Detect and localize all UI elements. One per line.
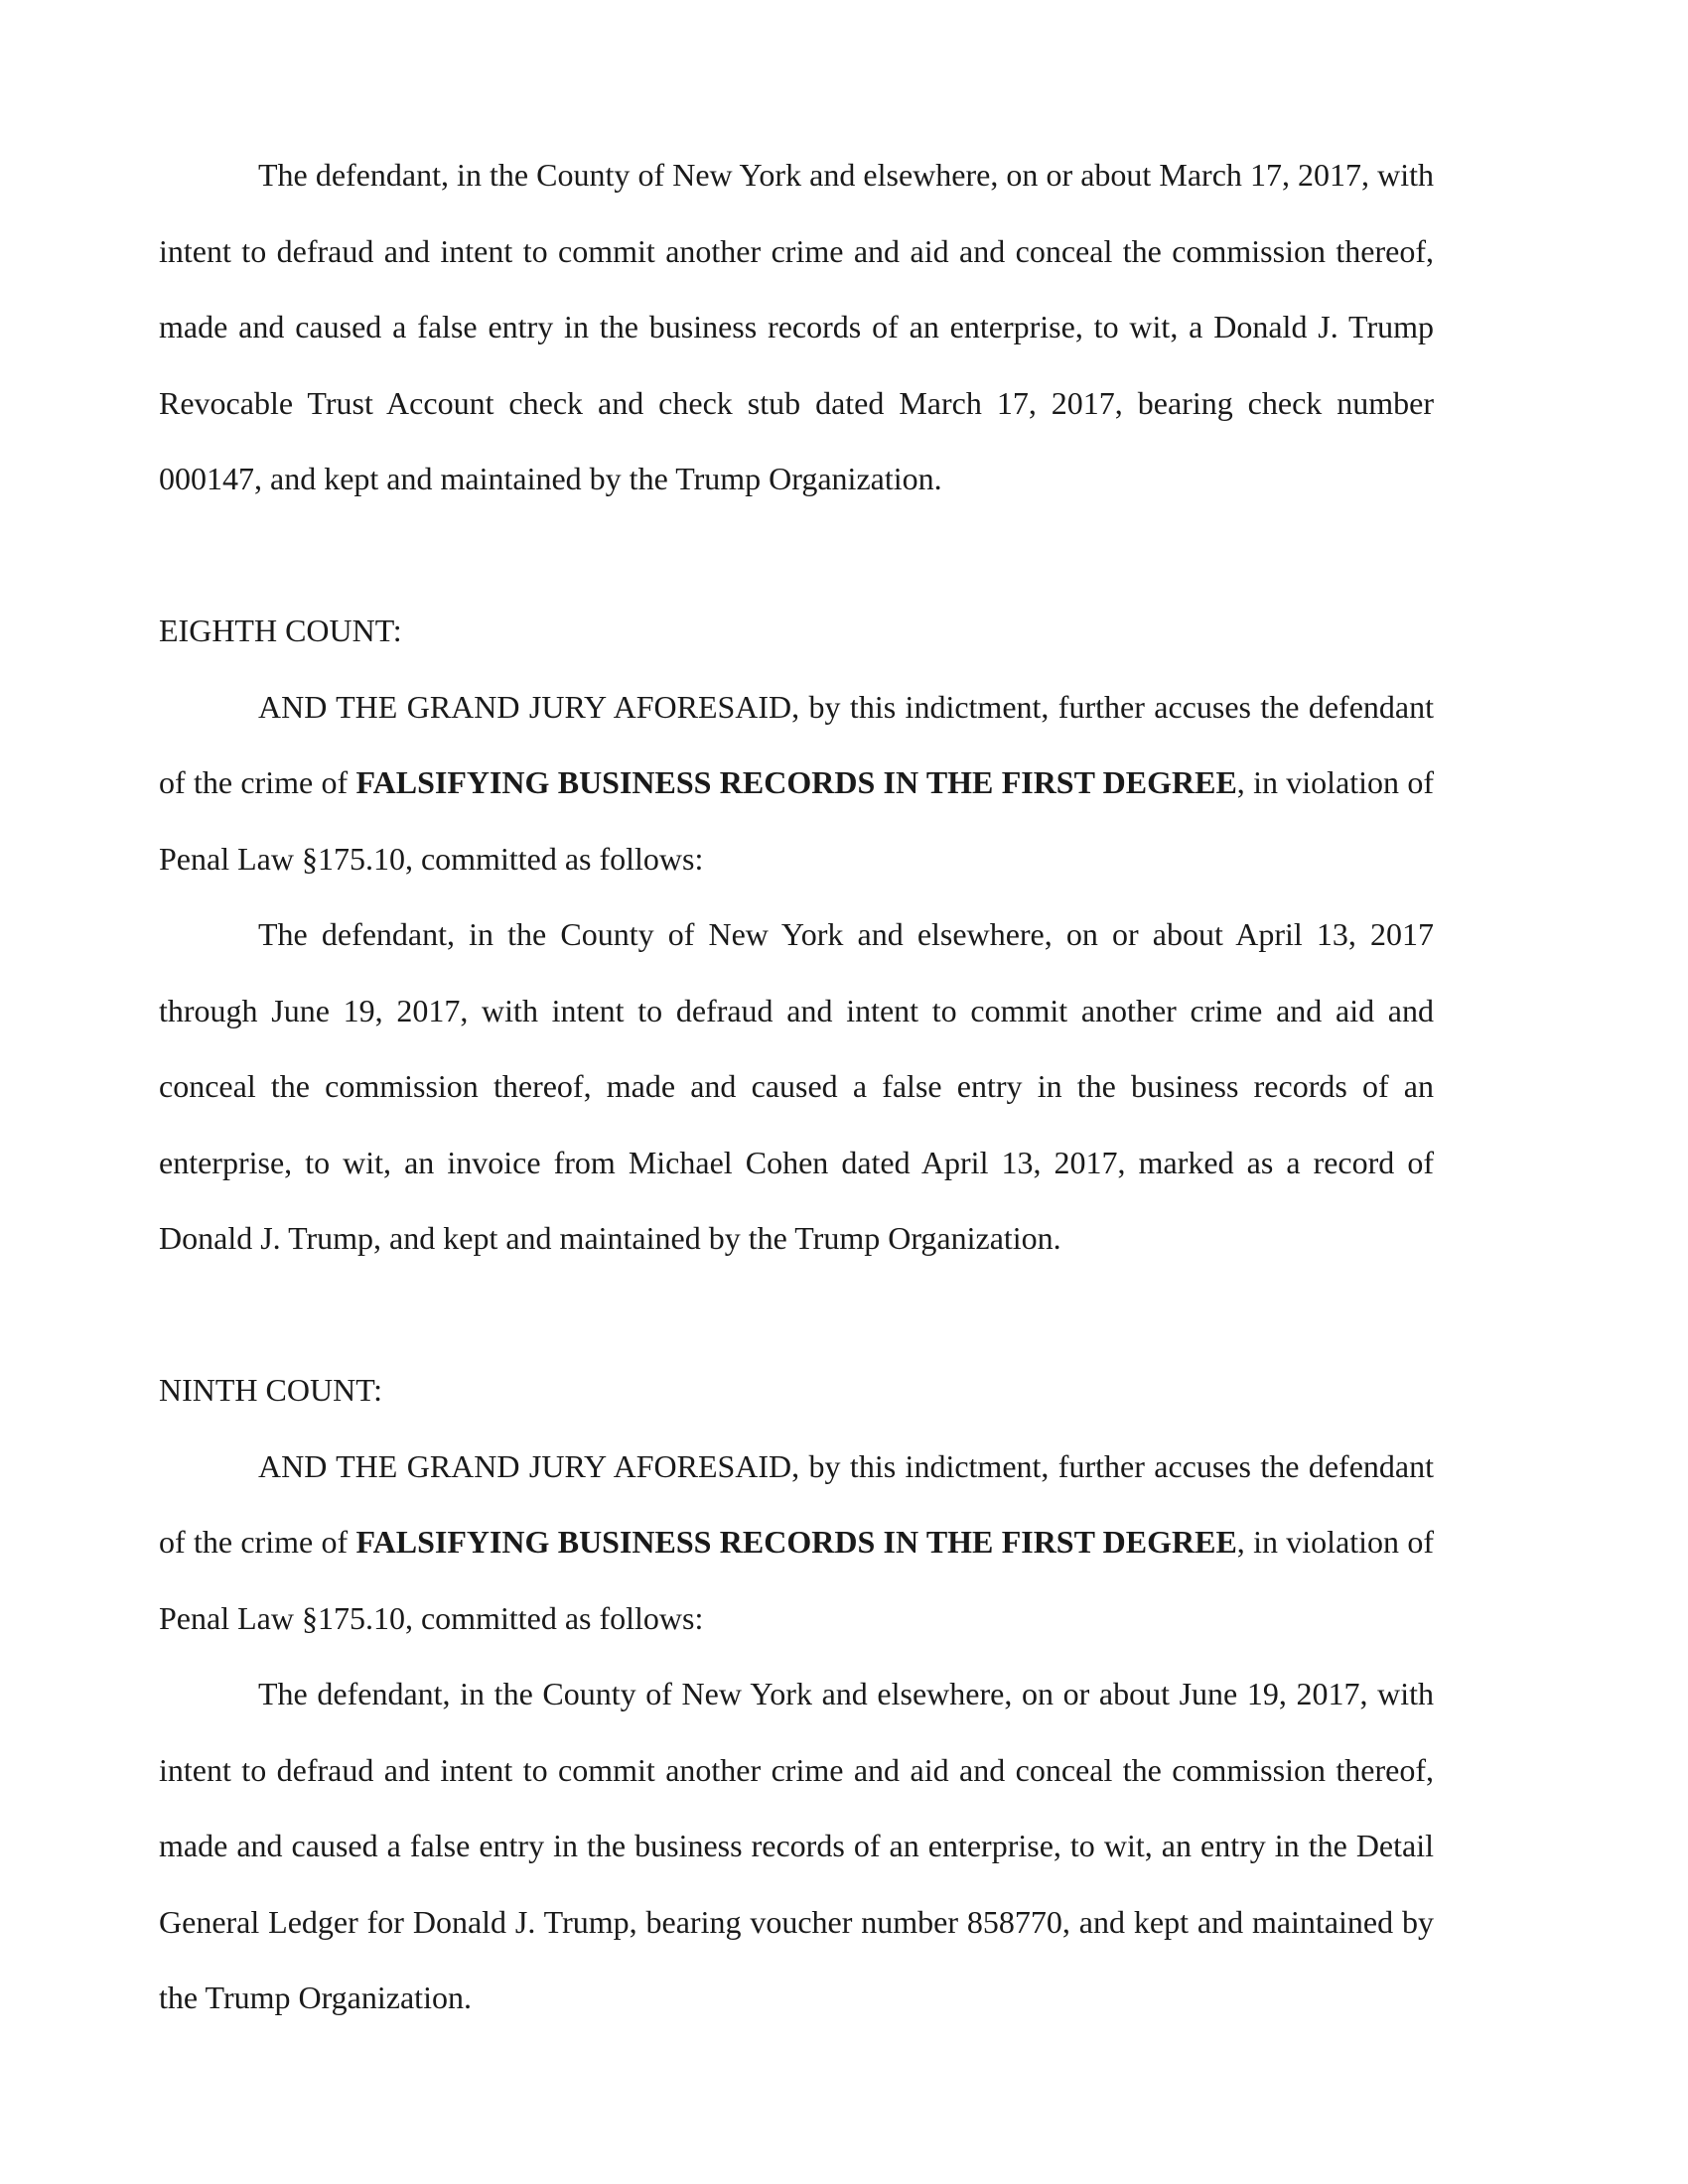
eighth-count-facts-paragraph: The defendant, in the County of New York and elsewhere, on or about April 13, 2017 through June 19, 2017, with intent to defraud and intent to commit another crime and aid and conceal the commission thereof, made and caused a false entry in the business records of an enterprise, to wit, an invoice from Michael Cohen dated April 13, 2017, marked as a record of Donald J. Trump, and kept and maintained by the Trump Organization. [159,916,1434,1256]
ninth-count-heading: NINTH COUNT: [159,1372,383,1408]
section-spacer [159,1277,1434,1353]
section-spacer [159,517,1434,594]
eighth-count-heading: EIGHTH COUNT: [159,613,402,648]
crime-name: FALSIFYING BUSINESS RECORDS IN THE FIRST DEGREE [355,1524,1237,1560]
document-page [159,137,1434,2036]
accusation-text: , in violation of Penal Law §175.10, committed as follows: [159,764,1434,877]
ninth-count-accusation-paragraph [159,1429,1434,1657]
seventh-count-facts-paragraph: The defendant, in the County of New York and elsewhere, on or about March 17, 2017, with intent to defraud and intent to commit another crime and aid and conceal the commission thereof, made and caused a false entry in the business records of an enterprise, to wit, a Donald J. Trump Revocable Trust Account check and check stub dated March 17, 2017, bearing check number 000147, and kept and maintained by the Trump Organization. [159,157,1434,496]
eighth-count-accusation-paragraph [159,669,1434,897]
accusation-text: AND THE GRAND JURY AFORESAID, by this indictment, further accuses the defendant of the crime of [159,688,1434,800]
accusation-text: AND THE GRAND JURY AFORESAID, by this indictment, further accuses the defendant of the crime of [159,1447,1434,1560]
accusation-text: , in violation of Penal Law §175.10, committed as follows: [159,1524,1434,1636]
crime-name: FALSIFYING BUSINESS RECORDS IN THE FIRST DEGREE [355,764,1237,800]
ninth-count-facts-paragraph: The defendant, in the County of New York and elsewhere, on or about June 19, 2017, with intent to defraud and intent to commit another crime and aid and conceal the commission thereof, made and caused a false entry in the business records of an enterprise, to wit, an entry in the Detail General Ledger for Donald J. Trump, bearing voucher number 858770, and kept and maintained by the Trump Organization. [159,1676,1434,2015]
